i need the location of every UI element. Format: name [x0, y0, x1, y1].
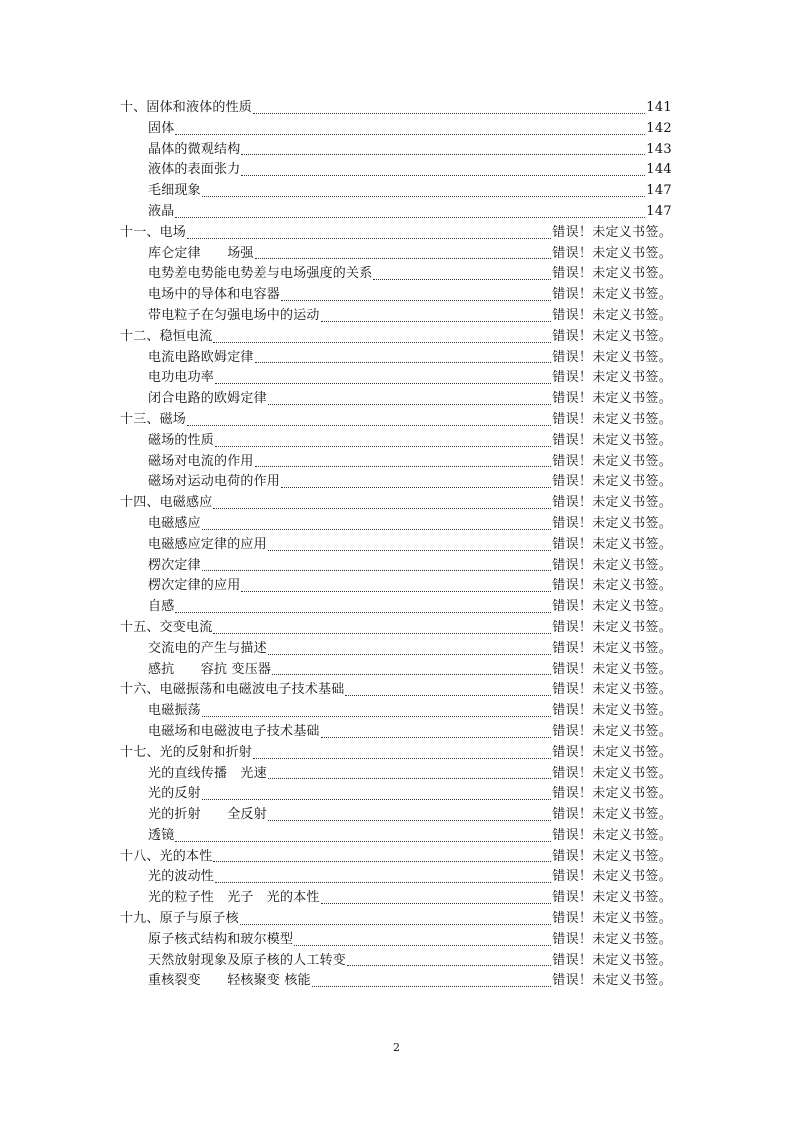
toc-entry-title: 电流电路欧姆定律	[148, 349, 254, 365]
toc-entry-page: 错误！未定义书签。	[552, 952, 672, 968]
toc-section-entry[interactable]	[120, 805, 672, 826]
toc-dot-leader	[215, 881, 551, 883]
toc-entry-title: 十六、电磁振荡和电磁波电子技术基础	[120, 682, 345, 698]
toc-section-entry[interactable]	[120, 368, 672, 389]
toc-entry-title: 交流电的产生与描述	[148, 640, 267, 656]
toc-entry-page: 错误！未定义书签。	[552, 266, 672, 282]
toc-dot-leader	[240, 923, 551, 925]
toc-section-entry[interactable]	[120, 951, 672, 972]
toc-entry-page: 错误！未定义书签。	[552, 515, 672, 531]
toc-section-entry[interactable]	[120, 181, 672, 202]
toc-section-entry[interactable]	[120, 535, 672, 556]
toc-section-entry[interactable]	[120, 867, 672, 888]
toc-dot-leader	[373, 278, 551, 280]
toc-dot-leader	[213, 341, 551, 343]
toc-entry-title: 磁场对电流的作用	[148, 453, 254, 469]
toc-entry-page: 141	[646, 100, 672, 115]
toc-entry-title: 电场中的导体和电容器	[148, 287, 281, 303]
toc-entry-title: 天然放射现象及原子核的人工转变	[148, 952, 347, 968]
toc-entry-page: 错误！未定义书签。	[552, 557, 672, 573]
toc-section-entry[interactable]	[120, 764, 672, 785]
toc-section-entry[interactable]	[120, 140, 672, 161]
toc-section-entry[interactable]	[120, 556, 672, 577]
toc-entry-title: 电势差电势能电势差与电场强度的关系	[148, 266, 373, 282]
toc-dot-leader	[253, 112, 645, 114]
toc-dot-leader	[294, 944, 551, 946]
toc-entry-title: 带电粒子在匀强电场中的运动	[148, 307, 320, 323]
toc-section-entry[interactable]	[120, 202, 672, 223]
toc-entry-page: 错误！未定义书签。	[552, 869, 672, 885]
toc-section-entry[interactable]	[120, 826, 672, 847]
toc-entry-title: 电磁振荡	[148, 703, 201, 719]
toc-dot-leader	[312, 985, 552, 987]
toc-entry-page: 错误！未定义书签。	[552, 411, 672, 427]
toc-chapter-entry[interactable]	[120, 327, 672, 348]
toc-chapter-entry[interactable]	[120, 680, 672, 701]
toc-entry-page: 错误！未定义书签。	[552, 391, 672, 407]
toc-entry-title: 光的反射	[148, 786, 201, 802]
toc-entry-title: 光的折射 全反射	[148, 807, 267, 823]
toc-dot-leader	[175, 611, 551, 613]
toc-dot-leader	[187, 237, 551, 239]
toc-section-entry[interactable]	[120, 784, 672, 805]
toc-entry-page: 错误！未定义书签。	[552, 765, 672, 781]
toc-section-entry[interactable]	[120, 306, 672, 327]
toc-section-entry[interactable]	[120, 285, 672, 306]
toc-entry-page: 错误！未定义书签。	[552, 786, 672, 802]
toc-section-entry[interactable]	[120, 576, 672, 597]
toc-dot-leader	[241, 590, 551, 592]
toc-entry-title: 毛细现象	[148, 183, 201, 199]
toc-entry-page: 错误！未定义书签。	[552, 807, 672, 823]
toc-section-entry[interactable]	[120, 119, 672, 140]
toc-entry-page: 错误！未定义书签。	[552, 599, 672, 615]
toc-section-entry[interactable]	[120, 264, 672, 285]
toc-entry-page: 错误！未定义书签。	[552, 453, 672, 469]
toc-dot-leader	[268, 403, 551, 405]
toc-dot-leader	[321, 320, 552, 322]
toc-entry-title: 光的粒子性 光子 光的本性	[148, 890, 320, 906]
toc-entry-page: 错误！未定义书签。	[552, 973, 672, 989]
toc-chapter-entry[interactable]	[120, 98, 672, 119]
toc-entry-title: 电磁感应	[148, 515, 201, 531]
toc-dot-leader	[347, 964, 551, 966]
toc-dot-leader	[202, 195, 645, 197]
toc-dot-leader	[268, 653, 551, 655]
toc-entry-page: 143	[646, 141, 672, 157]
toc-entry-page: 错误！未定义书签。	[552, 640, 672, 656]
toc-entry-page: 错误！未定义书签。	[552, 349, 672, 365]
toc-entry-page: 错误！未定义书签。	[552, 744, 672, 760]
toc-entry-page: 错误！未定义书签。	[552, 911, 672, 927]
toc-chapter-entry[interactable]	[120, 909, 672, 930]
toc-entry-title: 液体的表面张力	[148, 162, 241, 178]
toc-dot-leader	[268, 549, 551, 551]
toc-dot-leader	[187, 424, 551, 426]
toc-dot-leader	[345, 694, 551, 696]
toc-entry-title: 磁场的性质	[148, 432, 215, 448]
toc-entry-title: 楞次定律	[148, 557, 201, 573]
toc-entry-title: 电磁感应定律的应用	[148, 536, 267, 552]
toc-entry-page: 错误！未定义书签。	[552, 703, 672, 719]
toc-chapter-entry[interactable]	[120, 743, 672, 764]
toc-chapter-entry[interactable]	[120, 223, 672, 244]
toc-entry-title: 十二、稳恒电流	[120, 328, 213, 344]
toc-entry-page: 错误！未定义书签。	[552, 661, 672, 677]
toc-entry-page: 错误！未定义书签。	[552, 682, 672, 698]
toc-entry-title: 十一、电场	[120, 224, 187, 240]
toc-dot-leader	[215, 445, 551, 447]
toc-entry-title: 液晶	[148, 203, 175, 219]
toc-entry-page: 错误！未定义书签。	[552, 474, 672, 490]
toc-dot-leader	[213, 632, 551, 634]
toc-section-entry[interactable]	[120, 701, 672, 722]
toc-dot-leader	[175, 216, 645, 218]
toc-section-entry[interactable]	[120, 971, 672, 992]
toc-section-entry[interactable]	[120, 639, 672, 660]
toc-entry-page: 错误！未定义书签。	[552, 495, 672, 511]
toc-entry-page: 147	[646, 183, 672, 199]
toc-entry-title: 十、固体和液体的性质	[120, 100, 253, 115]
toc-entry-page: 错误！未定义书签。	[552, 370, 672, 386]
toc-entry-title: 电磁场和电磁波电子技术基础	[148, 723, 320, 739]
toc-section-entry[interactable]	[120, 722, 672, 743]
toc-section-entry[interactable]	[120, 431, 672, 452]
toc-entry-page: 错误！未定义书签。	[552, 578, 672, 594]
toc-section-entry[interactable]	[120, 160, 672, 181]
toc-entry-title: 十三、磁场	[120, 411, 187, 427]
toc-section-entry[interactable]	[120, 389, 672, 410]
page-number: 2	[393, 1041, 400, 1054]
toc-dot-leader	[281, 299, 551, 301]
toc-dot-leader	[175, 840, 551, 842]
toc-dot-leader	[202, 798, 551, 800]
toc-dot-leader	[255, 361, 552, 363]
toc-chapter-entry[interactable]	[120, 847, 672, 868]
toc-dot-leader	[175, 133, 645, 135]
toc-entry-page: 147	[646, 203, 672, 219]
toc-entry-title: 库仑定律 场强	[148, 245, 254, 261]
toc-entry-title: 磁场对运动电荷的作用	[148, 474, 281, 490]
toc-dot-leader	[202, 715, 551, 717]
toc-section-entry[interactable]	[120, 597, 672, 618]
toc-section-entry[interactable]	[120, 930, 672, 951]
toc-entry-page: 错误！未定义书签。	[552, 307, 672, 323]
toc-entry-title: 十五、交变电流	[120, 619, 213, 635]
toc-section-entry[interactable]	[120, 660, 672, 681]
toc-dot-leader	[255, 257, 552, 259]
toc-dot-leader	[268, 819, 551, 821]
toc-dot-leader	[321, 902, 552, 904]
toc-dot-leader	[281, 486, 551, 488]
toc-dot-leader	[321, 736, 552, 738]
toc-entry-title: 光的直线传播 光速	[148, 765, 267, 781]
toc-dot-leader	[255, 465, 552, 467]
toc-entry-page: 144	[646, 162, 672, 178]
toc-dot-leader	[272, 673, 551, 675]
toc-section-entry[interactable]	[120, 514, 672, 535]
toc-section-entry[interactable]	[120, 244, 672, 265]
toc-entry-title: 十四、电磁感应	[120, 495, 213, 511]
toc-chapter-entry[interactable]	[120, 493, 672, 514]
toc-entry-page: 错误！未定义书签。	[552, 328, 672, 344]
toc-section-entry[interactable]	[120, 888, 672, 909]
toc-dot-leader	[268, 777, 551, 779]
toc-entry-title: 重核裂变 轻核聚变 核能	[148, 973, 311, 989]
toc-section-entry[interactable]	[120, 472, 672, 493]
toc-chapter-entry[interactable]	[120, 618, 672, 639]
table-of-contents	[120, 98, 672, 992]
toc-entry-title: 光的波动性	[148, 869, 215, 885]
toc-dot-leader	[213, 507, 551, 509]
toc-entry-page: 错误！未定义书签。	[552, 432, 672, 448]
toc-entry-title: 透镜	[148, 827, 175, 843]
toc-entry-page: 错误！未定义书签。	[552, 848, 672, 864]
toc-dot-leader	[253, 757, 551, 759]
toc-entry-page: 错误！未定义书签。	[552, 619, 672, 635]
toc-entry-title: 十八、光的本性	[120, 848, 213, 864]
toc-section-entry[interactable]	[120, 348, 672, 369]
toc-dot-leader	[202, 569, 551, 571]
toc-entry-title: 感抗 容抗 变压器	[148, 661, 272, 677]
toc-entry-page: 错误！未定义书签。	[552, 931, 672, 947]
toc-dot-leader	[202, 528, 551, 530]
toc-entry-title: 闭合电路的欧姆定律	[148, 391, 267, 407]
toc-entry-page: 错误！未定义书签。	[552, 827, 672, 843]
toc-dot-leader	[213, 860, 551, 862]
toc-entry-title: 自感	[148, 599, 175, 615]
toc-entry-page: 错误！未定义书签。	[552, 890, 672, 906]
toc-entry-title: 原子核式结构和玻尔模型	[148, 931, 294, 947]
toc-entry-page: 错误！未定义书签。	[552, 723, 672, 739]
toc-entry-page: 错误！未定义书签。	[552, 287, 672, 303]
toc-entry-title: 固体	[148, 120, 175, 136]
toc-entry-title: 晶体的微观结构	[148, 141, 241, 157]
toc-entry-page: 错误！未定义书签。	[552, 245, 672, 261]
toc-entry-title: 十九、原子与原子核	[120, 911, 239, 927]
toc-entry-page: 错误！未定义书签。	[552, 536, 672, 552]
toc-entry-title: 十七、光的反射和折射	[120, 744, 253, 760]
toc-dot-leader	[215, 382, 551, 384]
toc-entry-title: 电功电功率	[148, 370, 215, 386]
toc-entry-title: 楞次定律的应用	[148, 578, 241, 594]
toc-entry-page: 错误！未定义书签。	[552, 224, 672, 240]
toc-chapter-entry[interactable]	[120, 410, 672, 431]
toc-dot-leader	[241, 174, 645, 176]
toc-section-entry[interactable]	[120, 452, 672, 473]
toc-entry-page: 142	[646, 120, 672, 136]
toc-dot-leader	[241, 153, 645, 155]
